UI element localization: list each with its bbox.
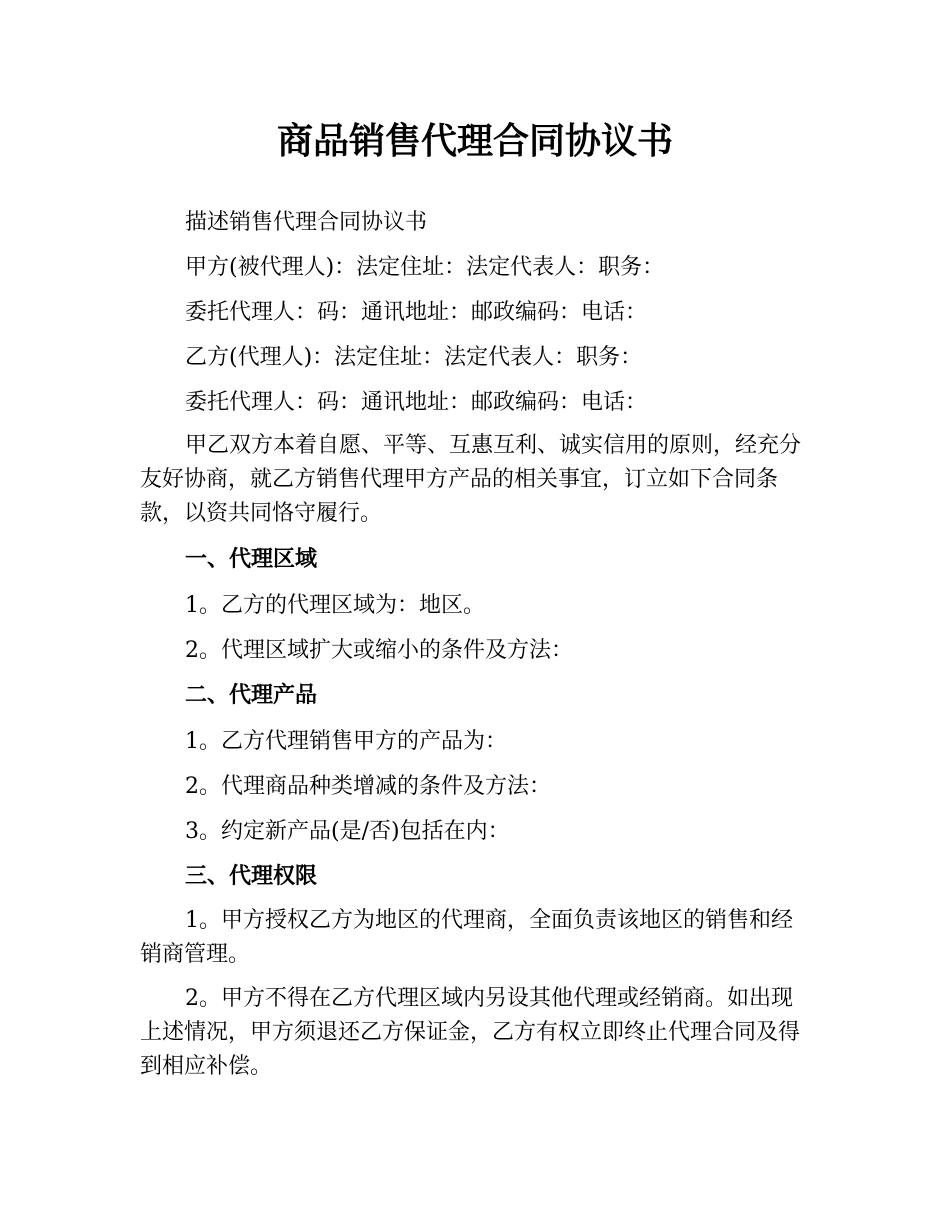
clause-3-1: 1。甲方授权乙方为地区的代理商，全面负责该地区的销售和经销商管理。 xyxy=(140,908,793,967)
section-heading-products: 二、代理产品 xyxy=(185,683,318,708)
document-title: 商品销售代理合同协议书 xyxy=(276,121,673,162)
party-a-agent-info: 委托代理人：码：通讯地址：邮政编码：电话： xyxy=(185,300,648,325)
party-b-info: 乙方(代理人)：法定住址：法定代表人：职务： xyxy=(185,345,643,370)
clause-2-3: 3。约定新产品(是/否)包括在内： xyxy=(185,819,510,844)
clause-1-2: 2。代理区域扩大或缩小的条件及方法： xyxy=(185,638,573,663)
section-heading-authority: 三、代理权限 xyxy=(185,864,318,889)
clause-2-2: 2。代理商品种类增减的条件及方法： xyxy=(185,774,551,799)
party-b-agent-info: 委托代理人：码：通讯地址：邮政编码：电话： xyxy=(185,390,648,415)
party-a-info: 甲方(被代理人)：法定住址：法定代表人：职务： xyxy=(185,255,665,280)
section-heading-area: 一、代理区域 xyxy=(185,547,318,572)
clause-3-2: 2。甲方不得在乙方代理区域内另设其他代理或经销商。如出现上述情况，甲方须退还乙方保证金，乙方有权立即终止代理合同及得到相应补偿。 xyxy=(140,986,801,1079)
document-body xyxy=(140,200,812,1090)
clause-1-1: 1。乙方的代理区域为：地区。 xyxy=(185,593,485,618)
intro-line: 描述销售代理合同协议书 xyxy=(185,210,428,235)
clause-2-1: 1。乙方代理销售甲方的产品为： xyxy=(185,729,507,754)
preamble-paragraph: 甲乙双方本着自愿、平等、互惠互利、诚实信用的原则，经充分友好协商，就乙方销售代理甲方产品的相关事宜，订立如下合同条款，以资共同恪守履行。 xyxy=(140,433,802,526)
